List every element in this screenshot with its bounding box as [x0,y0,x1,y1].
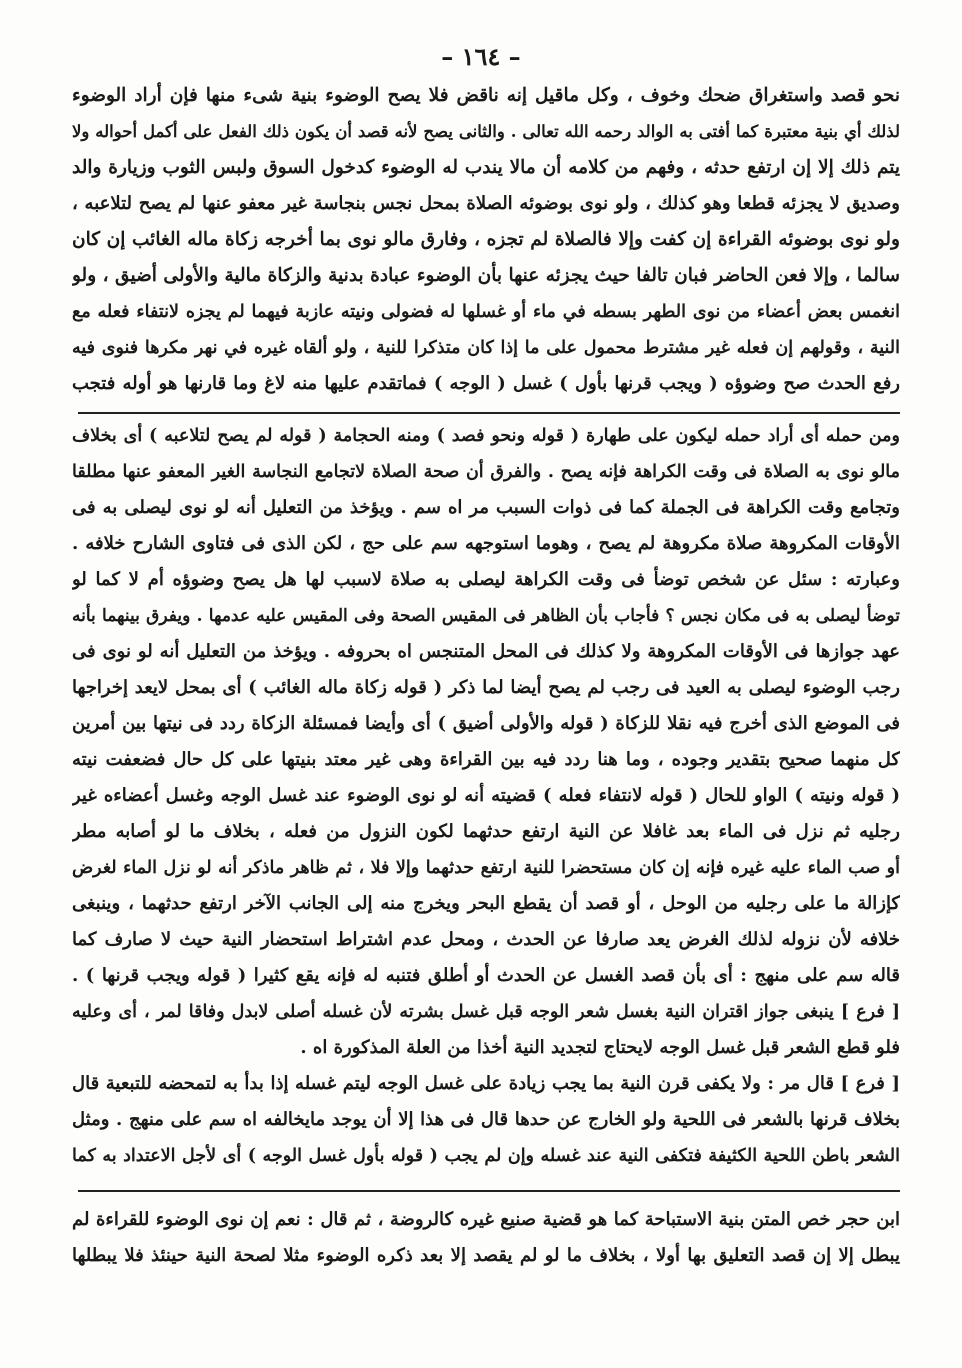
commentary-line: عهد جوازها فى الأوقات المكروهة ولا كذلك فى المحل المتنجس اه بحروفه . ويؤخذ من التعليل أنه لو نوى فى [72,641,900,662]
commentary-line: فى الموضع الذى أخرج فيه نقلا للزكاة ( قوله والأولى أضيق ) أى وأيضا فمسئلة الزكاة ردد فى نيتها بين أمرين [72,713,900,734]
main-text-line: النية ، وقولهم إن فعله غير مشترط محمول على ما إذا كان متذكرا للنية ، ولو ألقاه غيره في نهر مكرها فنوى فيه [72,338,900,358]
commentary-line: ومن حمله أى أراد حمله ليكون على طهارة ( قوله ونحو فصد ) ومنه الحجامة ( قوله لم يصح لتلاعبه ) أى بخلاف [72,426,900,446]
commentary-line: فلو قطع الشعر قبل غسل الوجه لايحتاج لتجديد النية أخذا من العلة المذكورة اه . [300,1037,900,1058]
commentary-line: [ فرع ] ينبغى جواز اقتران النية بغسل شعر الوجه قبل غسل بشرته لأن غسله أصلى لابدل وفاقا لمر ، أى وعليه [72,1002,900,1022]
commentary-line: كإزالة ما على رجليه من الوحل ، أو قصد أن يقطع البحر ويخرج منه إلى الجانب الآخر ارتفع حدثهما ، وينبغى [72,893,900,914]
main-text-line: رفع الحدث صح وضوؤه ( ويجب قرنها بأول ) غسل ( الوجه ) فماتقدم عليها منه لاغ وما قارنها هو أوله فتجب [72,373,900,394]
commentary-line: خلافه لأن نزوله لذلك الغرض يعد صارفا عن الحدث ، ومحل عدم اشتراط استحضار النية حيث لا صارف كما [72,929,900,950]
main-text-line: يتم ذلك إلا إن ارتفع حدثه ، وفهم من كلامه أن مالا يندب له الوضوء كدخول السوق ولبس الثوب وزيارة والد [72,157,900,178]
main-text [72,78,900,402]
commentary-line: الشعر باطن اللحية الكثيفة فتكفى النية عند غسله وإن لم يجب ( قوله بأول غسل الوجه ) أى لأجل الاعتداد به كما [72,1146,900,1166]
commentary-line: رجليه ثم نزل فى الماء بعد غافلا عن النية ارتفع حدثهما لكون النزول من فعله ، بخلاف ما لو أصابه مطر [72,821,900,842]
commentary-line: رجب الوضوء ليصلى به العيد فى رجب لم يصح أيضا لما ذكر ( قوله زكاة ماله الغائب ) أى بمحل لايعد إخراجها [72,677,900,698]
commentary-line: توضأ ليصلى به فى مكان نجس ؟ فأجاب بأن الظاهر فى المقيس الصحة وفى المقيس عليه عدمها . ويفرق بينهما بأنه [72,606,900,626]
page-number: – ١٦٤ – [441,42,521,71]
commentary-line: الأوقات المكروهة صلاة مكروهة لم يصح ، وهوما استوجهه سم على حج ، لكن الذى فى فتاوى الشارح خلافه . [72,533,900,554]
commentary-line: بخلاف قرنها بالشعر فى اللحية ولو الخارج عن حدها قال فى هذا إلا أن يوجد مايخالفه اه سم على منهج . ومثل [72,1109,900,1130]
commentary-line: ( قوله ونيته ) الواو للحال ( قوله لانتفاء فعله ) قضيته أنه لو نوى الوضوء عند غسل الوجه وغسل أعضاءه غير [72,785,900,806]
commentary-text [72,418,900,1174]
footnote-separator [78,1190,900,1192]
commentary-line: أو صب الماء عليه غيره فإنه إن كان مستحضرا للنية ارتفع حدثهما وإلا فلا ، ثم ظاهر ماذكر أنه لو نزل الماء لغرض [72,858,900,878]
commentary-line: [ فرع ] قال مر : ولا يكفى قرن النية بما يجب زيادة على غسل الوجه ليتم غسله إذا بدأ به لتمحضه للتبعية قال [72,1073,900,1094]
main-text-line: ولو نوى بوضوئه القراءة إن كفت وإلا فالصلاة لم تجزه ، وفارق مالو نوى بما أخرجه زكاة ماله الغائب إن كان [72,229,900,250]
commentary-line: كل منهما صحيح بتقدير وجوده ، وما هنا ردد فيه بين القراءة وهى غير معتد بنيتها على كل حال فضعفت نيته [72,749,900,770]
main-text-line: انغمس بعض أعضاء من نوى الطهر بسطه في ماء أو غسلها له فضولى ونيته عازبة فيهما لم يجزه لانتفاء فعله مع [72,302,900,322]
separator-rule [78,412,900,414]
commentary-line: مالو نوى به الصلاة فى وقت الكراهة فإنه يصح . والفرق أن صحة الصلاة لاتجامع النجاسة الغير المعفو عنها مطلقا [72,462,900,482]
commentary-line: وتجامع وقت الكراهة فى الجملة كما فى ذوات السبب مر اه سم . ويؤخذ من التعليل أنه لو نوى ليصلى به فى [72,497,900,518]
main-text-line: وصديق لا يجزئه قطعا وهو كذلك ، ولو نوى بوضوئه الصلاة بمحل نجس بنجاسة غير معفو عنها لم يصح لتلاعبه ، [72,193,900,214]
main-text-line: سالما ، وإلا فعن الحاضر فبان تالفا حيث يجزئه عنها بأن الوضوء عبادة بدنية والزكاة مالية والأولى أضيق ، ولو [72,265,900,286]
footnote-line: ابن حجر خص المتن بنية الاستباحة كما هو قضية صنيع غيره كالروضة ، ثم قال : نعم إن نوى الوضوء للقراءة لم [72,1209,900,1230]
footnote-line: يبطل إلا إن قصد التعليق بها أولا ، بخلاف ما لو لم يقصد إلا بعد ذكره الوضوء مثلا لصحة النية حينئذ فلا يبطلها [72,1245,900,1266]
commentary-line: وعبارته : سئل عن شخص توضأ فى وقت الكراهة ليصلى به صلاة لاسبب لها هل يصح وضوؤه أم لا كما لو [72,569,900,590]
main-text-line: لذلك أي بنية معتبرة كما أفتى به الوالد رحمه الله تعالى . والثانى يصح لأنه قصد أن يكون ذلك الفعل على أكمل أحواله ولا [72,122,900,141]
commentary-line: قاله سم على منهج : أى بأن قصد الغسل عن الحدث أو أطلق فتنبه له فإنه يقع كثيرا ( قوله ويجب قرنها ) . [72,965,900,986]
main-text-line: نحو قصد واستغراق ضحك وخوف ، وكل ماقيل إنه ناقض فلا يصح الوضوء بنية شىء منها فإن أراد الوضوء [72,85,900,106]
footnote-text [72,1202,900,1274]
